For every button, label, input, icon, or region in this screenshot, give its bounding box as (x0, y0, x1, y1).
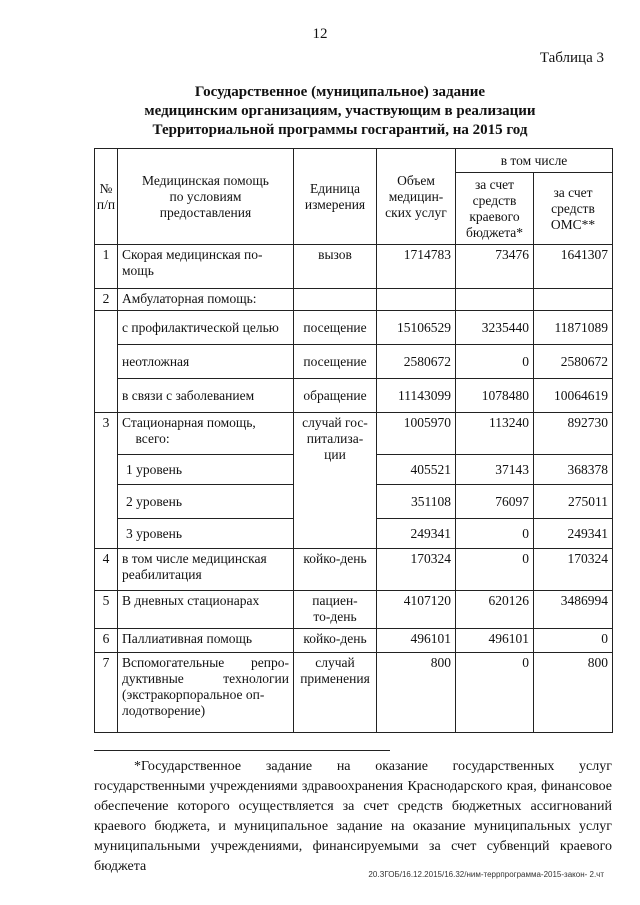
row-label: 2 уровень (118, 485, 294, 519)
row-budget: 1078480 (456, 379, 534, 413)
row-budget: 37143 (456, 455, 534, 485)
row-budget: 0 (456, 345, 534, 379)
row-label: Амбулаторная помощь: (118, 289, 294, 311)
row-label: в связи с заболеванием (118, 379, 294, 413)
header-volume: Объем медицин- ских услуг (377, 149, 456, 245)
header-care-type: Медицинская помощь по условиям предоставления (118, 149, 294, 245)
document-title (80, 83, 600, 140)
title-line-2: медицинским организациям, участвующим в реализации (144, 103, 536, 119)
row-budget: 0 (456, 653, 534, 733)
row-budget: 0 (456, 549, 534, 591)
row-budget: 76097 (456, 485, 534, 519)
row-unit: случай применения (294, 653, 377, 733)
row-oms: 10064619 (534, 379, 613, 413)
row-oms: 2580672 (534, 345, 613, 379)
row-volume: 351108 (377, 485, 456, 519)
row-number: 7 (95, 653, 118, 733)
row-number: 3 (95, 413, 118, 549)
table-row (95, 591, 613, 629)
title-line-3: Территориальной программы госгарантий, на 2015 год (152, 122, 528, 138)
row-oms: 368378 (534, 455, 613, 485)
footer-code: 20.ЗГОБ/16.12.2015/16.32/ним-террпрограмма-2015-закон- 2.чт (368, 870, 604, 879)
state-task-table (94, 148, 613, 733)
row-volume: 11143099 (377, 379, 456, 413)
row-volume: 170324 (377, 549, 456, 591)
row-label (118, 653, 294, 733)
row-oms: 3486994 (534, 591, 613, 629)
row-budget: 620126 (456, 591, 534, 629)
row-volume: 405521 (377, 455, 456, 485)
row-oms: 170324 (534, 549, 613, 591)
row-label: Скорая медицинская по- мощь (118, 245, 294, 289)
footnote-divider (94, 750, 390, 751)
row-budget: 0 (456, 519, 534, 549)
header-including: в том числе (456, 149, 613, 173)
table-row (95, 245, 613, 289)
row-volume: 800 (377, 653, 456, 733)
table-row (95, 413, 613, 455)
row-unit: посещение (294, 345, 377, 379)
row-oms: 11871089 (534, 311, 613, 345)
row-volume: 2580672 (377, 345, 456, 379)
row-volume: 249341 (377, 519, 456, 549)
table-row (95, 289, 613, 311)
row-label-line: дуктивные технологии (122, 671, 289, 686)
row-label: Паллиативная помощь (118, 629, 294, 653)
row-label: неотложная (118, 345, 294, 379)
row-unit: случай гос- питализа- ции (294, 413, 377, 549)
row-volume: 15106529 (377, 311, 456, 345)
title-line-1: Государственное (муниципальное) задание (194, 84, 486, 100)
row-budget: 73476 (456, 245, 534, 289)
header-unit: Единица измерения (294, 149, 377, 245)
header-row-1 (95, 149, 613, 173)
row-number: 4 (95, 549, 118, 591)
table-row (95, 549, 613, 591)
row-volume: 1714783 (377, 245, 456, 289)
row-label: Стационарная помощь, всего: (118, 413, 294, 455)
row-number: 5 (95, 591, 118, 629)
header-budget: за счет средств краевого бюджета* (456, 173, 534, 245)
row-unit: обращение (294, 379, 377, 413)
row-label: 1 уровень (118, 455, 294, 485)
row-unit: койко-день (294, 629, 377, 653)
table-label: Таблица 3 (539, 50, 604, 66)
row-unit: пациен- то-день (294, 591, 377, 629)
row-unit: койко-день (294, 549, 377, 591)
row-number: 1 (95, 245, 118, 289)
row-volume: 496101 (377, 629, 456, 653)
table-row (95, 345, 613, 379)
row-label: в том числе медицинская реабилитация (118, 549, 294, 591)
table-row (95, 653, 613, 733)
row-label: с профилактической целью (118, 311, 294, 345)
row-oms: 1641307 (534, 245, 613, 289)
row-volume: 1005970 (377, 413, 456, 455)
header-no: № п/п (95, 149, 118, 245)
table-row (95, 629, 613, 653)
table-row (95, 311, 613, 345)
page-number: 12 (312, 26, 328, 42)
row-label: 3 уровень (118, 519, 294, 549)
row-unit: вызов (294, 245, 377, 289)
row-budget: 113240 (456, 413, 534, 455)
row-volume: 4107120 (377, 591, 456, 629)
row-label: В дневных стационарах (118, 591, 294, 629)
row-label-line: (экстракорпоральное оп- лодотворение) (122, 687, 265, 718)
row-label-line: Вспомогательные репро- (122, 655, 289, 670)
footnote-text: *Государственное задание на оказание государственных услуг государственными учреждениями здравоохранения Краснодарского края, финансовое обеспечение которого осуществляется за счет средств бюджетных ассигнований краевого бюджета, и муниципальное задание на оказание муниципальных услуг муниципальными учреждениями, финансируемыми за счет субвенций краевого бюджета (94, 759, 612, 874)
row-oms: 800 (534, 653, 613, 733)
row-number: 2 (95, 289, 118, 311)
row-budget: 3235440 (456, 311, 534, 345)
row-unit: посещение (294, 311, 377, 345)
row-oms: 249341 (534, 519, 613, 549)
row-oms: 0 (534, 629, 613, 653)
row-oms: 892730 (534, 413, 613, 455)
header-oms: за счет средств ОМС** (534, 173, 613, 245)
table-row (95, 379, 613, 413)
row-oms: 275011 (534, 485, 613, 519)
row-budget: 496101 (456, 629, 534, 653)
row-number: 6 (95, 629, 118, 653)
